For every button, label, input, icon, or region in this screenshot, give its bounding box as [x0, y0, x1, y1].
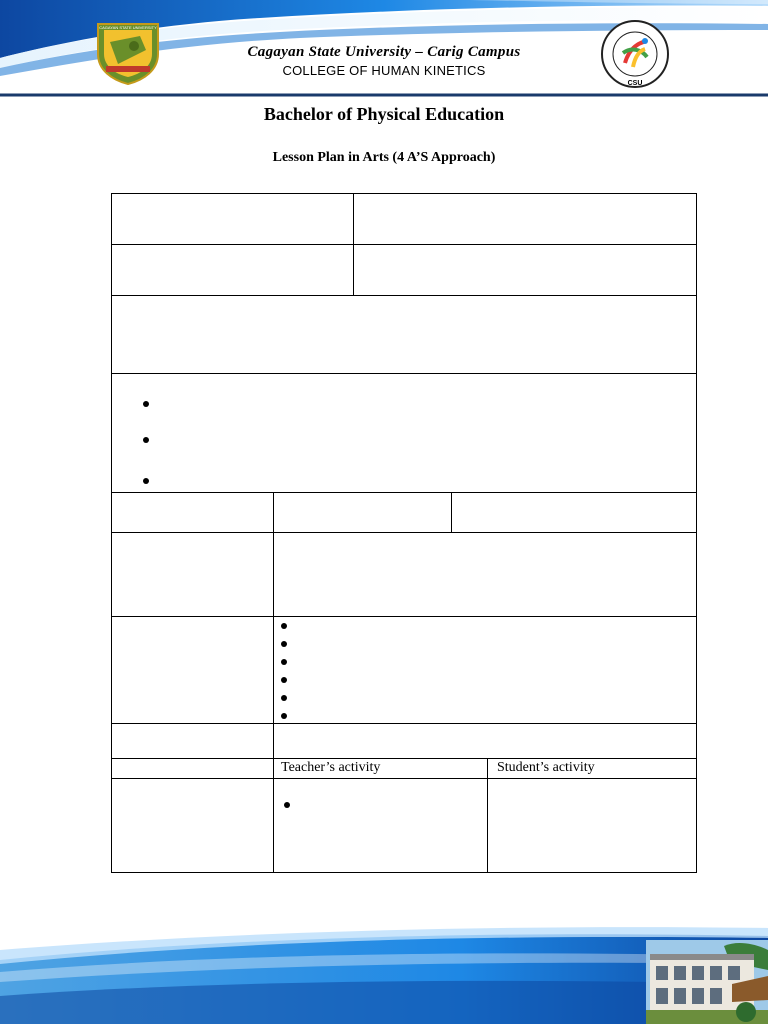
form-cell-r3[interactable] — [111, 295, 697, 374]
form-cell-r2-right[interactable] — [353, 244, 697, 296]
student-activity-label: Student’s activity — [497, 760, 595, 775]
form-cell-r7-list[interactable] — [273, 616, 697, 724]
college-logo — [589, 19, 679, 89]
form-cell-r9-blank — [111, 758, 274, 779]
bullet-point — [284, 802, 290, 808]
lesson-plan-form — [111, 193, 697, 873]
bullet-point — [281, 677, 287, 683]
form-cell-r7-label[interactable] — [111, 616, 274, 724]
bullet-point — [281, 695, 287, 701]
form-cell-r1-right[interactable] — [353, 193, 697, 245]
form-cell-r10-label[interactable] — [111, 778, 274, 873]
form-cell-r1-left[interactable] — [111, 193, 354, 245]
university-name: Cagayan State University – Carig Campus — [247, 44, 521, 60]
bullet-point — [281, 641, 287, 647]
bullet-point — [281, 713, 287, 719]
bullet-point — [143, 437, 149, 443]
form-cell-r6-content[interactable] — [273, 532, 697, 617]
form-cell-r5-b[interactable] — [273, 492, 452, 533]
college-name: COLLEGE OF HUMAN KINETICS — [282, 63, 486, 78]
svg-text:CSU: CSU — [627, 80, 643, 87]
teacher-activity-label: Teacher’s activity — [281, 760, 381, 775]
form-cell-r6-label[interactable] — [111, 532, 274, 617]
bullet-point — [281, 659, 287, 665]
form-cell-r5-a[interactable] — [111, 492, 274, 533]
form-cell-r8-content[interactable] — [273, 723, 697, 759]
form-cell-r5-c[interactable] — [451, 492, 697, 533]
college-emblem-icon — [589, 19, 679, 89]
program-title: Bachelor of Physical Education — [263, 104, 505, 124]
student-activity-header — [487, 758, 697, 779]
teacher-activity-header — [273, 758, 488, 779]
campus-building-photo — [646, 940, 768, 1024]
bullet-point — [281, 623, 287, 629]
teacher-activity-cell[interactable] — [273, 778, 488, 873]
bullet-point — [143, 401, 149, 407]
bullet-point — [143, 478, 149, 484]
lesson-plan-title: Lesson Plan in Arts (4 A’S Approach) — [272, 150, 496, 165]
form-cell-r8-label[interactable] — [111, 723, 274, 759]
student-activity-cell[interactable] — [487, 778, 697, 873]
form-cell-r2-left[interactable] — [111, 244, 354, 296]
svg-text:CAGAYAN STATE UNIVERSITY: CAGAYAN STATE UNIVERSITY — [99, 25, 157, 30]
building-image — [646, 940, 768, 1024]
form-cell-objectives[interactable] — [111, 373, 697, 493]
